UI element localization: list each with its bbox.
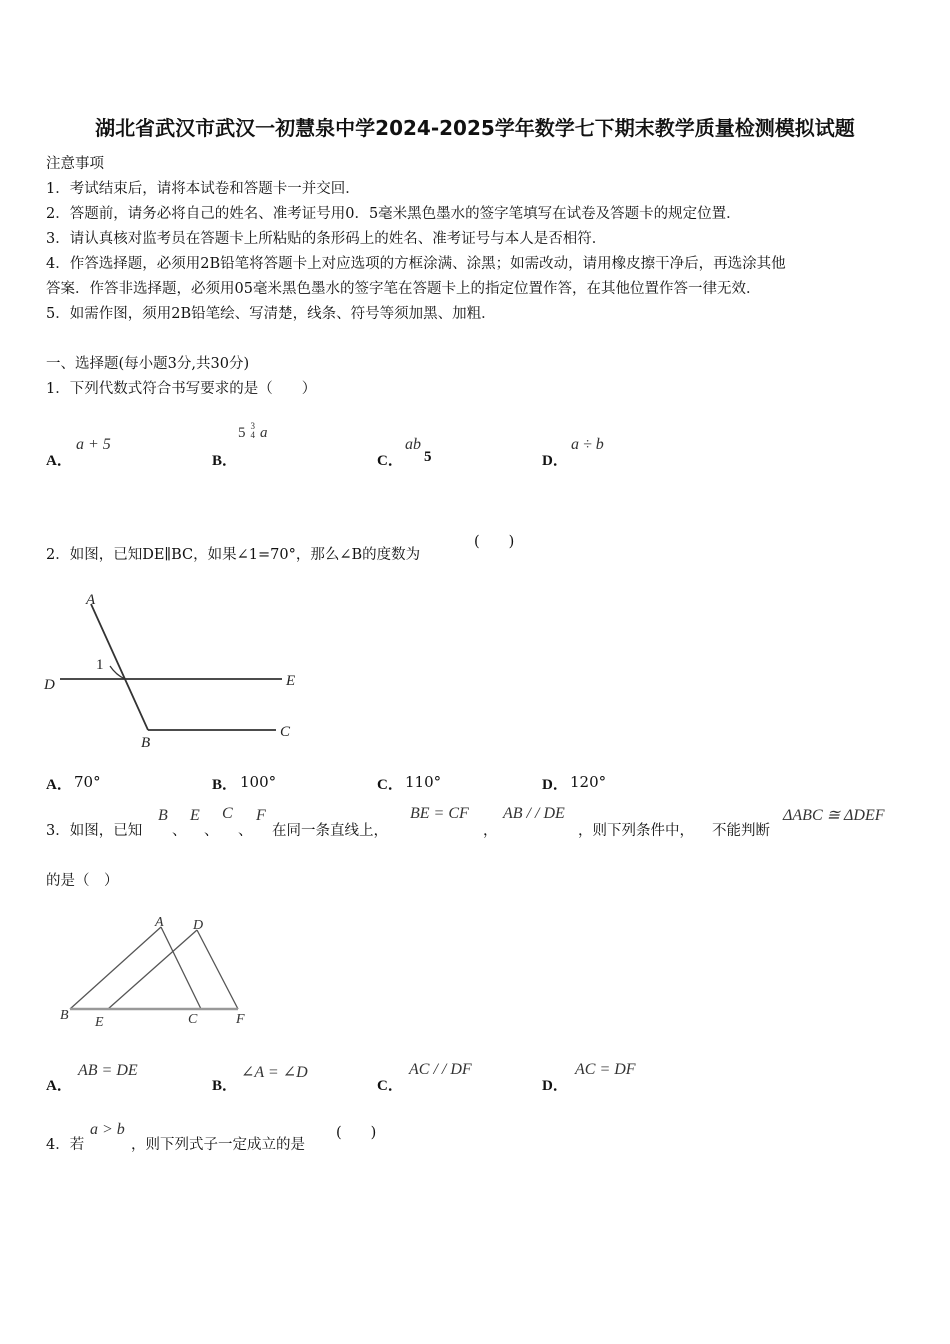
q3-point-f: F	[256, 807, 266, 824]
q1-option-a-label: A．	[46, 453, 72, 469]
q4-condition: a > b	[90, 1121, 125, 1138]
q1-option-b-mixed-number	[238, 422, 268, 440]
q2-option-d-text: 120°	[570, 773, 607, 791]
label-d: D	[44, 677, 55, 693]
q1-option-c-label: C．	[377, 453, 403, 469]
q3-text-collinear: 在同一条直线上，	[272, 823, 388, 839]
section-heading: 一、选择题(每小题3分,共30分)	[46, 356, 250, 372]
notice-item: 4．作答选择题，必须用2B铅笔将答题卡上对应选项的方框涂满、涂黑；如需改动，请用橡皮擦干净后，再选涂其他	[46, 256, 786, 272]
q2-option-d-label: D．	[542, 777, 568, 793]
question-2-paren: ( )	[474, 534, 515, 550]
q3-option-d-label: D．	[542, 1078, 568, 1094]
question-4-prefix: 4．若	[46, 1137, 85, 1153]
q3-figure	[40, 905, 270, 1035]
q3-point-c: C	[222, 805, 233, 822]
q2-option-c-text: 110°	[405, 773, 442, 791]
q2-option-b-text: 100°	[240, 773, 277, 791]
q3-option-a-math: AB = DE	[78, 1062, 138, 1079]
q3-option-b-label: B．	[212, 1078, 238, 1094]
label-a: A	[155, 915, 164, 930]
q3-option-d-math: AC = DF	[575, 1061, 636, 1078]
q1-option-c-math: ab	[405, 436, 421, 453]
notice-item: 3．请认真核对监考员在答题卡上所粘贴的条形码上的姓名、准考证号与本人是否相符．	[46, 231, 607, 247]
q1-option-d-label: D．	[542, 453, 568, 469]
line-ed	[108, 930, 197, 1009]
question-3-prefix: 3．如图，已知	[46, 823, 143, 839]
q1-option-d-math: a ÷ b	[571, 436, 604, 453]
label-a: A	[86, 592, 96, 608]
notice-item: 1．考试结束后，请将本试卷和答题卡一并交回．	[46, 181, 360, 197]
q3-point-b: B	[158, 807, 168, 824]
q2-option-a-text: 70°	[74, 773, 101, 791]
q3-text-cannot: 不能判断	[712, 823, 770, 839]
q3-sep: 、	[172, 823, 187, 839]
q3-comma: ，	[483, 823, 498, 839]
q1-option-b-label: B．	[212, 453, 238, 469]
notice-item: 5．如需作图，须用2B铅笔绘、写清楚，线条、符号等须加黑、加粗．	[46, 306, 496, 322]
q3-sep: 、	[204, 823, 219, 839]
q3-condition-be-cf: BE = CF	[410, 805, 469, 822]
line-ac	[161, 927, 201, 1009]
label-f: F	[236, 1012, 245, 1027]
line-df	[197, 930, 238, 1009]
q3-sep: 、	[238, 823, 253, 839]
whole-part: 5	[238, 425, 246, 441]
q2-option-c-label: C．	[377, 777, 403, 793]
variable: a	[260, 425, 268, 441]
q1-option-a-math: a + 5	[76, 436, 111, 453]
notice-item: 2．答题前，请务必将自己的姓名、准考证号用0．5毫米黑色墨水的签字笔填写在试卷及答题卡的规定位置．	[46, 206, 741, 222]
notice-item: 答案．作答非选择题，必须用05毫米黑色墨水的签字笔在答题卡上的指定位置作答，在其他位置作答一律无效．	[46, 281, 761, 297]
q1-option-c-tail: 5	[424, 449, 432, 465]
q3-option-b-math: ∠A = ∠D	[241, 1064, 308, 1081]
label-c: C	[188, 1012, 198, 1027]
label-angle-1: 1	[96, 657, 104, 673]
question-4-paren: ( )	[336, 1125, 377, 1141]
question-2-stem: 2．如图，已知DE∥BC，如果∠1=70°，那么∠B的度数为	[46, 547, 421, 563]
q3-option-a-label: A．	[46, 1078, 72, 1094]
label-e: E	[95, 1015, 104, 1030]
q2-option-a-label: A．	[46, 777, 72, 793]
label-b: B	[60, 1008, 69, 1023]
q3-text-then: ，则下列条件中，	[578, 823, 694, 839]
q3-point-e: E	[190, 807, 200, 824]
q3-condition-ab-parallel-de: AB / / DE	[503, 805, 565, 822]
label-b: B	[141, 735, 151, 751]
denominator: 4	[250, 430, 255, 441]
label-d: D	[193, 918, 204, 933]
page-title: 湖北省武汉市武汉一初慧泉中学2024-2025学年数学七下期末教学质量检测模拟试题	[95, 116, 855, 140]
line-ba	[70, 927, 161, 1009]
label-c: C	[280, 724, 291, 740]
numerator: 3	[250, 421, 255, 432]
q2-option-b-label: B．	[212, 777, 238, 793]
q3-option-c-math: AC / / DF	[409, 1061, 472, 1078]
q3-option-c-label: C．	[377, 1078, 403, 1094]
question-3-line2: 的是（ ）	[46, 873, 119, 889]
q2-figure	[40, 585, 310, 755]
notice-heading: 注意事项	[46, 156, 104, 172]
label-e: E	[286, 673, 296, 689]
question-4-stem: ，则下列式子一定成立的是	[131, 1137, 305, 1153]
question-1-stem: 1．下列代数式符合书写要求的是（ ）	[46, 381, 317, 397]
q3-conclusion-congruent: ΔABC ≅ ΔDEF	[783, 807, 885, 824]
